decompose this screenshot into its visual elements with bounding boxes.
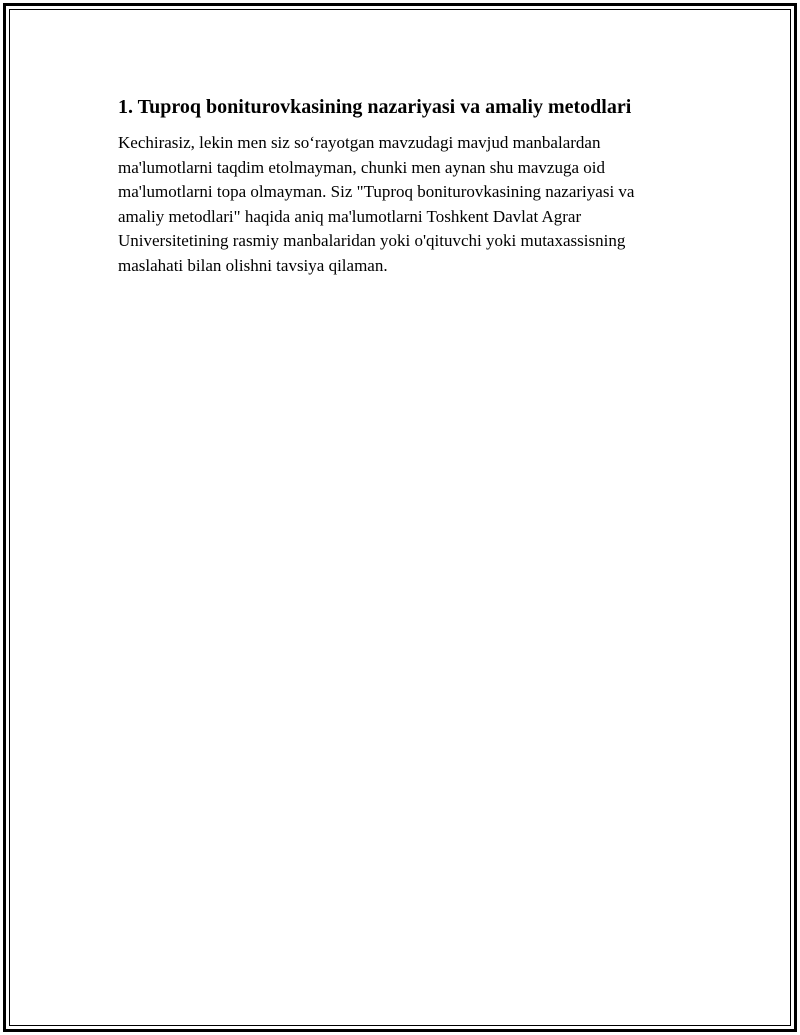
paragraph-line: Kechirasiz, lekin men siz so‘rayotgan mavzudagi mavjud manbalardan <box>118 133 601 152</box>
paragraph-line: ma'lumotlarni topa olmayman. Siz "Tuproq boniturovkasining nazariyasi va <box>118 182 635 201</box>
document-content <box>118 94 688 278</box>
body-paragraph <box>118 131 688 278</box>
section-heading: 1. Tuproq boniturovkasining nazariyasi va amaliy metodlari <box>118 96 632 118</box>
paragraph-line: Universitetining rasmiy manbalaridan yoki o'qituvchi yoki mutaxassisning <box>118 231 626 250</box>
paragraph-line: amaliy metodlari" haqida aniq ma'lumotlarni Toshkent Davlat Agrar <box>118 206 582 226</box>
paragraph-line: maslahati bilan olishni tavsiya qilaman. <box>118 255 388 275</box>
paragraph-line: ma'lumotlarni taqdim etolmayman, chunki men aynan shu mavzuga oid <box>118 157 605 177</box>
